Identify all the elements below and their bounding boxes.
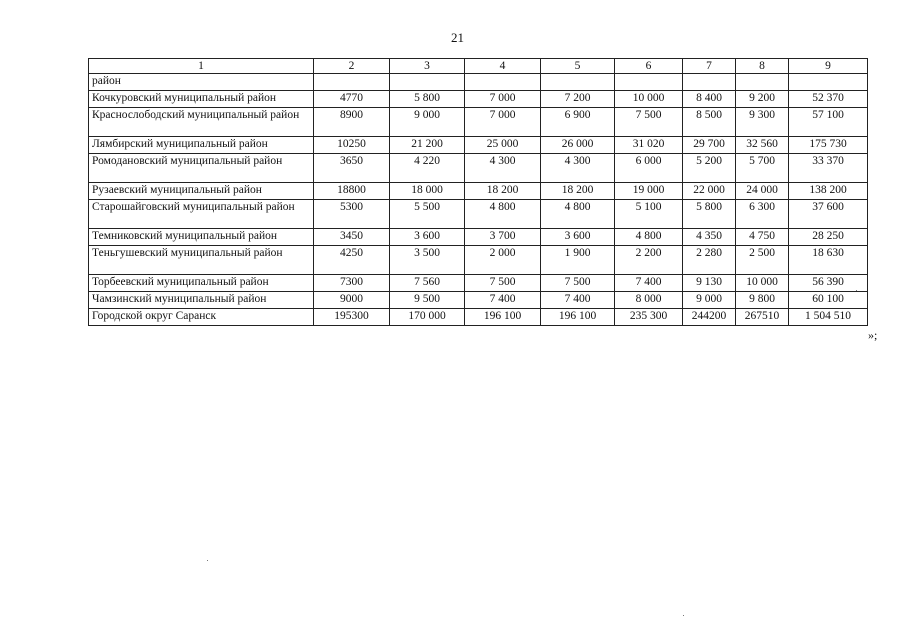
value-cell: 7 500 [615, 108, 683, 137]
district-name-cell: Рузаевский муниципальный район [89, 183, 314, 200]
value-cell: 29 700 [683, 137, 736, 154]
scan-speck [207, 560, 208, 561]
value-cell: 4 800 [615, 229, 683, 246]
page-number: 21 [451, 30, 464, 45]
value-cell: 195300 [314, 309, 390, 326]
value-cell: 60 100 [789, 292, 868, 309]
continuation-row [89, 74, 868, 91]
value-cell: 4 300 [541, 154, 615, 183]
column-number-row [89, 59, 868, 74]
value-cell: 196 100 [465, 309, 541, 326]
empty-cell [390, 74, 465, 91]
value-cell: 9 000 [683, 292, 736, 309]
value-cell: 7 400 [465, 292, 541, 309]
value-cell: 18800 [314, 183, 390, 200]
district-name-cell: Лямбирский муниципальный район [89, 137, 314, 154]
value-cell: 9 300 [736, 108, 789, 137]
empty-cell [541, 74, 615, 91]
value-cell: 18 000 [390, 183, 465, 200]
value-cell: 5300 [314, 200, 390, 229]
district-name-cell: Торбеевский муниципальный район [89, 275, 314, 292]
value-cell: 4770 [314, 91, 390, 108]
value-cell: 7 400 [615, 275, 683, 292]
value-cell: 3 600 [390, 229, 465, 246]
value-cell: 25 000 [465, 137, 541, 154]
table-row [89, 108, 868, 137]
value-cell: 1 900 [541, 246, 615, 275]
value-cell: 7300 [314, 275, 390, 292]
empty-cell [789, 74, 868, 91]
value-cell: 10250 [314, 137, 390, 154]
column-number: 5 [541, 59, 615, 74]
value-cell: 2 500 [736, 246, 789, 275]
value-cell: 26 000 [541, 137, 615, 154]
value-cell: 3 700 [465, 229, 541, 246]
column-number: 7 [683, 59, 736, 74]
value-cell: 4250 [314, 246, 390, 275]
value-cell: 8 400 [683, 91, 736, 108]
value-cell: 6 000 [615, 154, 683, 183]
table-row [89, 309, 868, 326]
scan-speck [856, 290, 857, 291]
value-cell: 4 350 [683, 229, 736, 246]
value-cell: 22 000 [683, 183, 736, 200]
district-name-cell: Чамзинский муниципальный район [89, 292, 314, 309]
column-number: 4 [465, 59, 541, 74]
value-cell: 56 390 [789, 275, 868, 292]
table-row [89, 275, 868, 292]
district-name-cell: Темниковский муниципальный район [89, 229, 314, 246]
value-cell: 5 800 [390, 91, 465, 108]
value-cell: 9000 [314, 292, 390, 309]
table-row [89, 183, 868, 200]
value-cell: 28 250 [789, 229, 868, 246]
empty-cell [736, 74, 789, 91]
value-cell: 2 000 [465, 246, 541, 275]
value-cell: 24 000 [736, 183, 789, 200]
value-cell: 9 500 [390, 292, 465, 309]
continuation-cell: район [89, 74, 314, 91]
value-cell: 244200 [683, 309, 736, 326]
district-name-cell: Ромодановский муниципальный район [89, 154, 314, 183]
value-cell: 18 630 [789, 246, 868, 275]
value-cell: 3650 [314, 154, 390, 183]
value-cell: 4 300 [465, 154, 541, 183]
value-cell: 8 500 [683, 108, 736, 137]
value-cell: 5 100 [615, 200, 683, 229]
empty-cell [683, 74, 736, 91]
column-number: 6 [615, 59, 683, 74]
value-cell: 7 200 [541, 91, 615, 108]
value-cell: 7 000 [465, 91, 541, 108]
value-cell: 4 750 [736, 229, 789, 246]
value-cell: 4 800 [541, 200, 615, 229]
value-cell: 7 560 [390, 275, 465, 292]
empty-cell [314, 74, 390, 91]
value-cell: 3 600 [541, 229, 615, 246]
table-body [89, 59, 868, 326]
value-cell: 6 900 [541, 108, 615, 137]
table-row [89, 246, 868, 275]
value-cell: 9 800 [736, 292, 789, 309]
value-cell: 175 730 [789, 137, 868, 154]
value-cell: 33 370 [789, 154, 868, 183]
value-cell: 21 200 [390, 137, 465, 154]
value-cell: 5 800 [683, 200, 736, 229]
value-cell: 6 300 [736, 200, 789, 229]
value-cell: 5 500 [390, 200, 465, 229]
value-cell: 267510 [736, 309, 789, 326]
value-cell: 2 280 [683, 246, 736, 275]
value-cell: 5 700 [736, 154, 789, 183]
value-cell: 32 560 [736, 137, 789, 154]
district-name-cell: Краснослободский муниципальный район [89, 108, 314, 137]
value-cell: 3450 [314, 229, 390, 246]
value-cell: 7 500 [465, 275, 541, 292]
value-cell: 18 200 [465, 183, 541, 200]
value-cell: 7 400 [541, 292, 615, 309]
table-row [89, 91, 868, 108]
value-cell: 138 200 [789, 183, 868, 200]
value-cell: 4 800 [465, 200, 541, 229]
table-row [89, 137, 868, 154]
value-cell: 57 100 [789, 108, 868, 137]
closing-quote: »; [868, 328, 878, 342]
value-cell: 235 300 [615, 309, 683, 326]
value-cell: 9 000 [390, 108, 465, 137]
value-cell: 7 000 [465, 108, 541, 137]
value-cell: 9 200 [736, 91, 789, 108]
column-number: 2 [314, 59, 390, 74]
column-number: 8 [736, 59, 789, 74]
district-name-cell: Кочкуровский муниципальный район [89, 91, 314, 108]
table-row [89, 292, 868, 309]
value-cell: 5 200 [683, 154, 736, 183]
empty-cell [465, 74, 541, 91]
value-cell: 52 370 [789, 91, 868, 108]
district-name-cell: Теньгушевский муниципальный район [89, 246, 314, 275]
value-cell: 10 000 [615, 91, 683, 108]
empty-cell [615, 74, 683, 91]
budget-table [88, 58, 868, 326]
value-cell: 4 220 [390, 154, 465, 183]
value-cell: 31 020 [615, 137, 683, 154]
value-cell: 37 600 [789, 200, 868, 229]
value-cell: 10 000 [736, 275, 789, 292]
column-number: 3 [390, 59, 465, 74]
value-cell: 1 504 510 [789, 309, 868, 326]
column-number: 1 [89, 59, 314, 74]
column-number: 9 [789, 59, 868, 74]
value-cell: 3 500 [390, 246, 465, 275]
value-cell: 7 500 [541, 275, 615, 292]
value-cell: 19 000 [615, 183, 683, 200]
table-row [89, 229, 868, 246]
district-name-cell: Городской округ Саранск [89, 309, 314, 326]
table-row [89, 200, 868, 229]
table-row [89, 154, 868, 183]
value-cell: 8 000 [615, 292, 683, 309]
value-cell: 170 000 [390, 309, 465, 326]
value-cell: 196 100 [541, 309, 615, 326]
value-cell: 18 200 [541, 183, 615, 200]
scan-speck [683, 615, 684, 616]
district-name-cell: Старошайговский муниципальный район [89, 200, 314, 229]
value-cell: 9 130 [683, 275, 736, 292]
value-cell: 8900 [314, 108, 390, 137]
value-cell: 2 200 [615, 246, 683, 275]
